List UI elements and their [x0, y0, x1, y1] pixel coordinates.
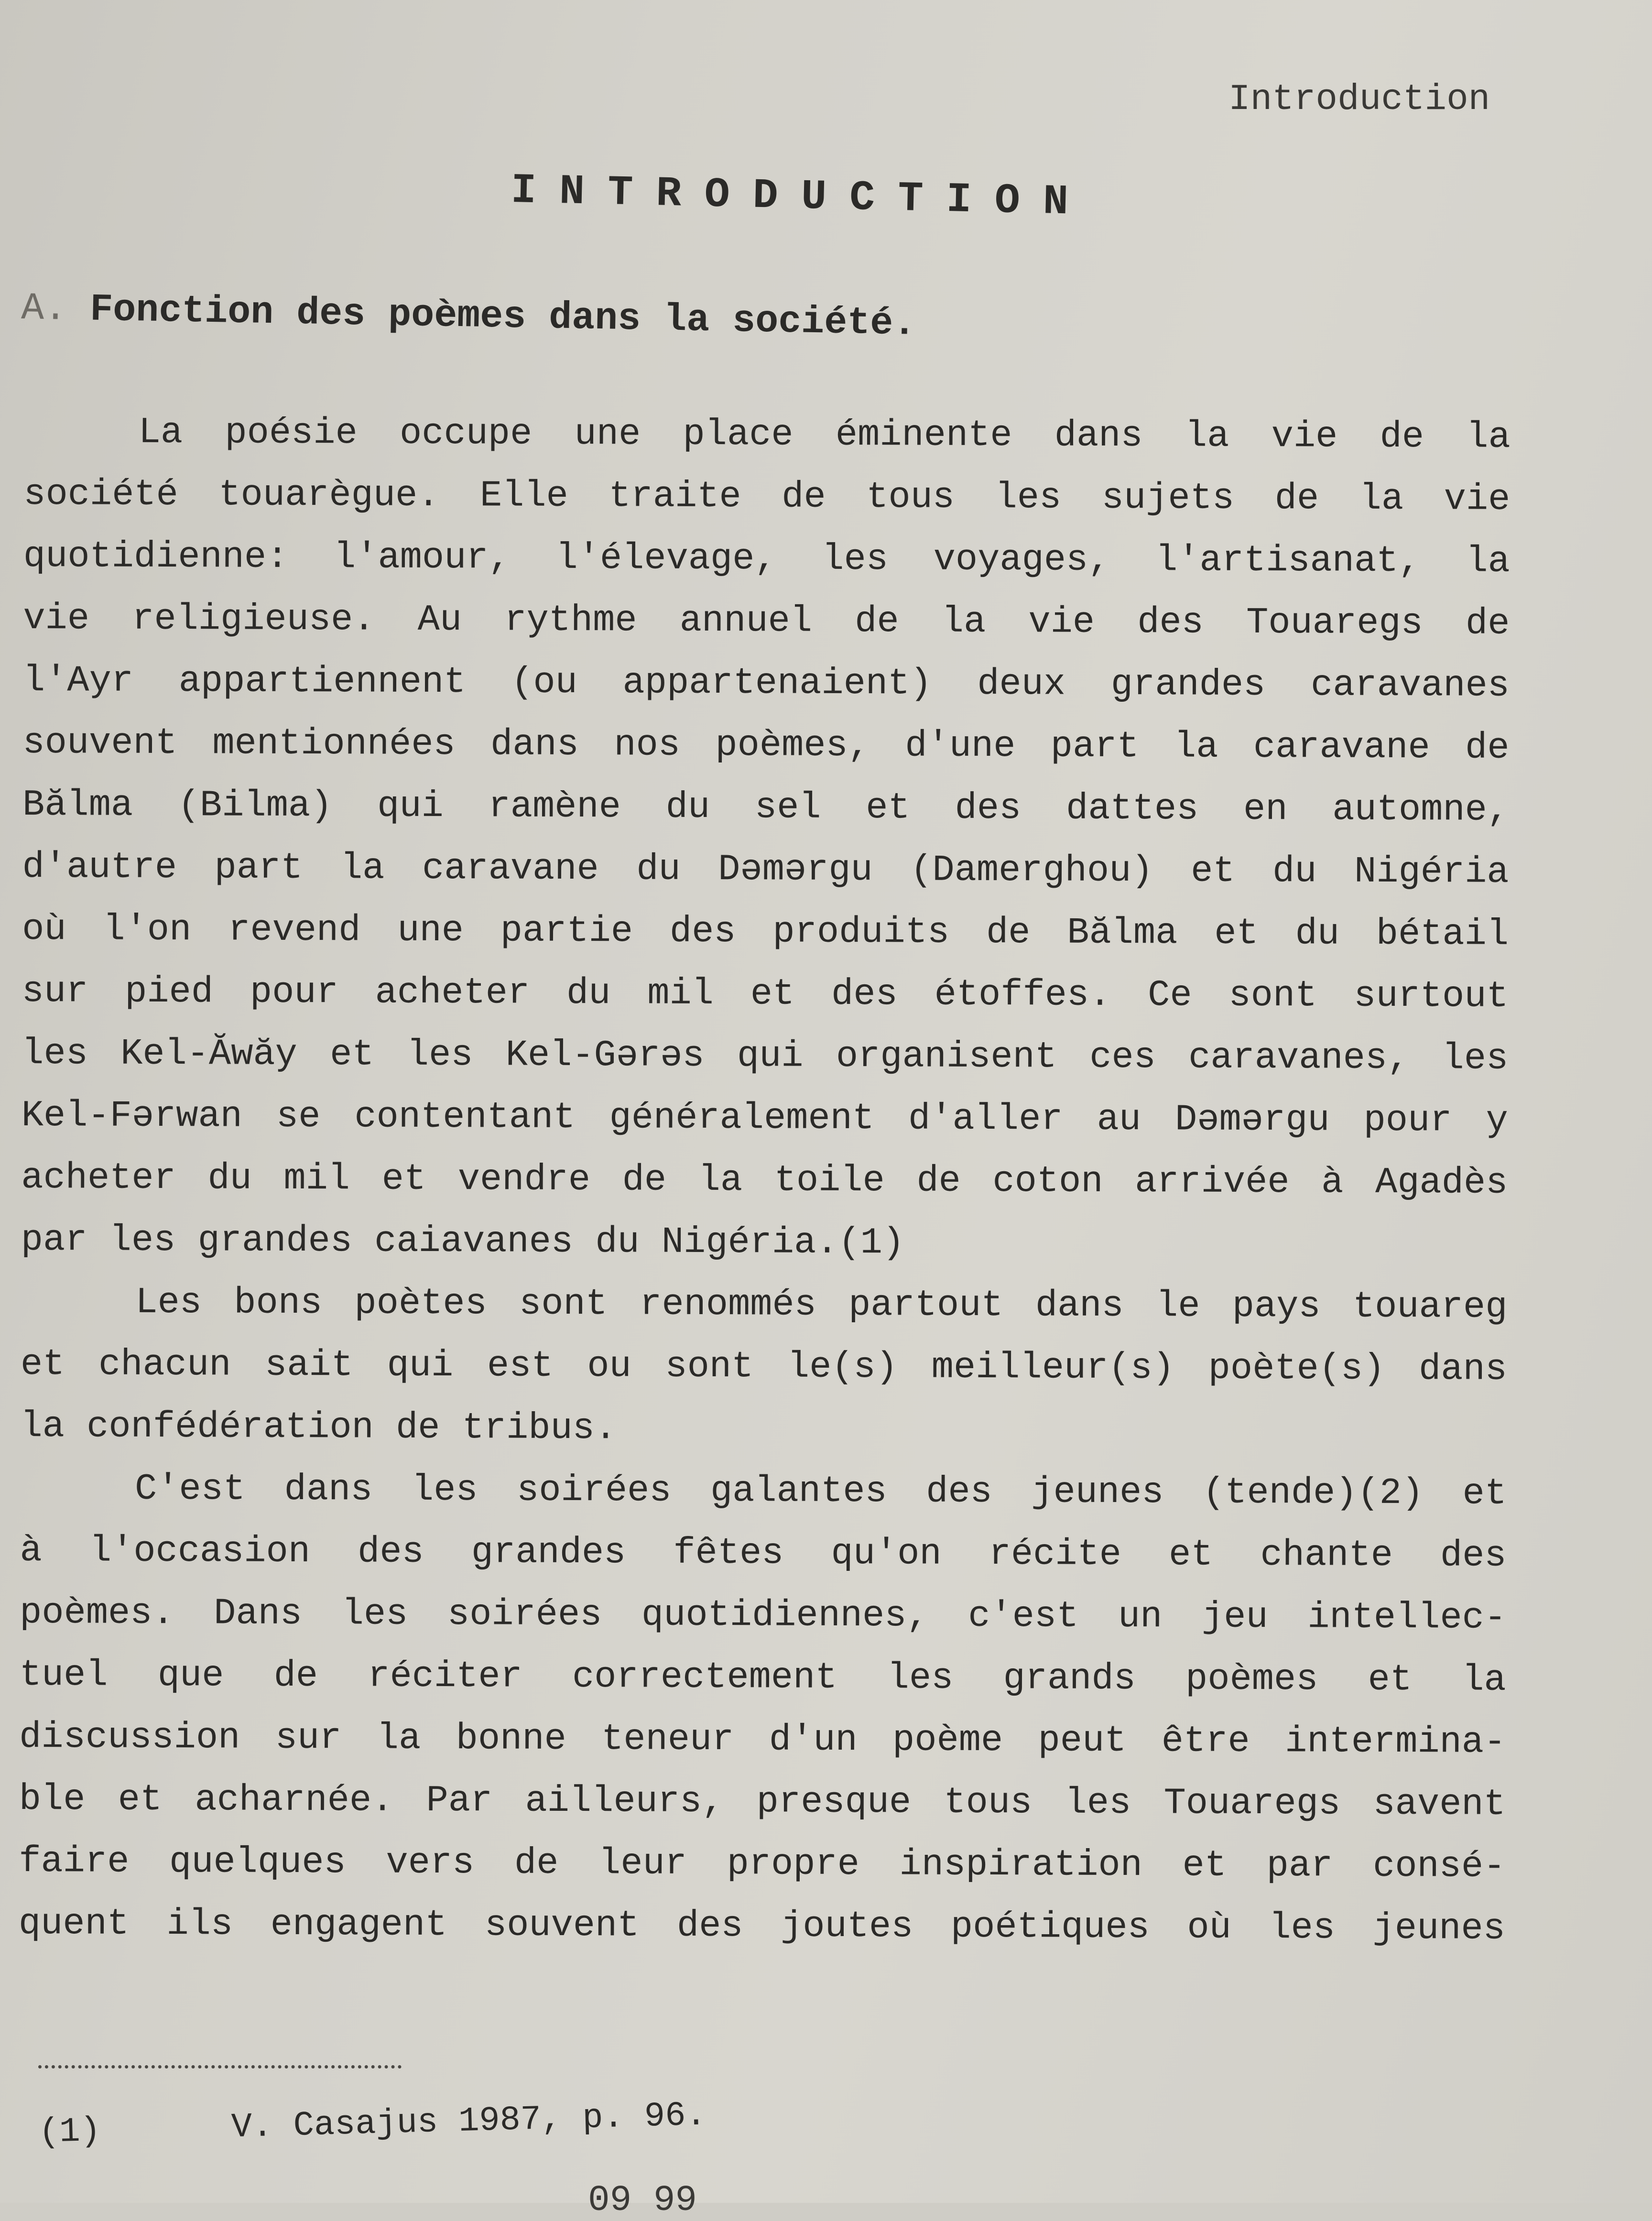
text-line: La poésie occupe une place éminente dans la vie de la [138, 412, 1511, 458]
text-line: discussion sur la bonne teneur d'un poème peut être intermina- [19, 1716, 1506, 1764]
footnote-separator [38, 2065, 402, 2069]
text-line: et chacun sait qui est ou sont le(s) meilleur(s) poète(s) dans [20, 1343, 1508, 1391]
running-head: Introduction [1228, 79, 1490, 120]
text-line: souvent mentionnées dans nos poèmes, d'une part la caravane de [22, 722, 1510, 769]
text-line: les Kel-Ăwăy et les Kel-Gərəs qui organisent ces caravanes, les [22, 1033, 1509, 1080]
text-line: Les bons poètes sont renommés partout dans le pays touareg [135, 1282, 1508, 1328]
text-line: Kel-Fərwan se contentant généralement d'aller au Dəmərgu pour y [21, 1095, 1508, 1142]
section-heading-text: Fonction des poèmes dans la société. [89, 288, 917, 346]
text-line: ble et acharnée. Par ailleurs, presque tous les Touaregs savent [19, 1778, 1506, 1826]
text-line: vie religieuse. Au rythme annuel de la vie des Touaregs de [23, 598, 1510, 645]
section-letter: A. [21, 287, 68, 331]
text-line: à l'occasion des grandes fêtes qu'on récite et chante des [20, 1530, 1507, 1577]
text-line: Bălma (Bilma) qui ramène du sel et des dattes en automne, [22, 784, 1510, 831]
text-line: tuel que de réciter correctement les grands poèmes et la [19, 1654, 1506, 1701]
text-line: par les grandes caiavanes du Nigéria.(1) [21, 1219, 905, 1264]
footnote-number: (1) [38, 2111, 101, 2152]
text-line: d'autre part la caravane du Dəmərgu (Damerghou) et du Nigéria [22, 846, 1509, 893]
text-line: quotidienne: l'amour, l'élevage, les voyages, l'artisanat, la [23, 535, 1511, 583]
footnote [38, 2095, 707, 2152]
text-line: quent ils engagent souvent des joutes poétiques où les jeunes [18, 1903, 1506, 1950]
text-line: sur pied pour acheter du mil et des étoffes. Ce sont surtout [22, 970, 1509, 1018]
footnote-text: V. Casajus 1987, p. 96. [231, 2095, 707, 2147]
text-line: poèmes. Dans les soirées quotidiennes, c'est un jeu intellec- [20, 1592, 1507, 1639]
text-line: société touarègue. Elle traite de tous les sujets de la vie [23, 473, 1511, 521]
page-number: 09 99 [588, 2180, 697, 2221]
text-line: faire quelques vers de leur propre inspiration et par consé- [19, 1840, 1506, 1888]
text-line: acheter du mil et vendre de la toile de coton arrivée à Agadès [21, 1157, 1508, 1204]
page-title: INTRODUCTION [510, 167, 1092, 227]
text-line: l'Ayr appartiennent (ou appartenaient) deux grandes caravanes [22, 660, 1510, 707]
body-text [19, 402, 1530, 1960]
text-line: où l'on revend une partie des produits de Bălma et du bétail [22, 908, 1509, 956]
text-line: la confédération de tribus. [20, 1405, 617, 1450]
section-heading [21, 287, 916, 346]
text-line: C'est dans les soirées galantes des jeunes (tende)(2) et [134, 1468, 1507, 1515]
